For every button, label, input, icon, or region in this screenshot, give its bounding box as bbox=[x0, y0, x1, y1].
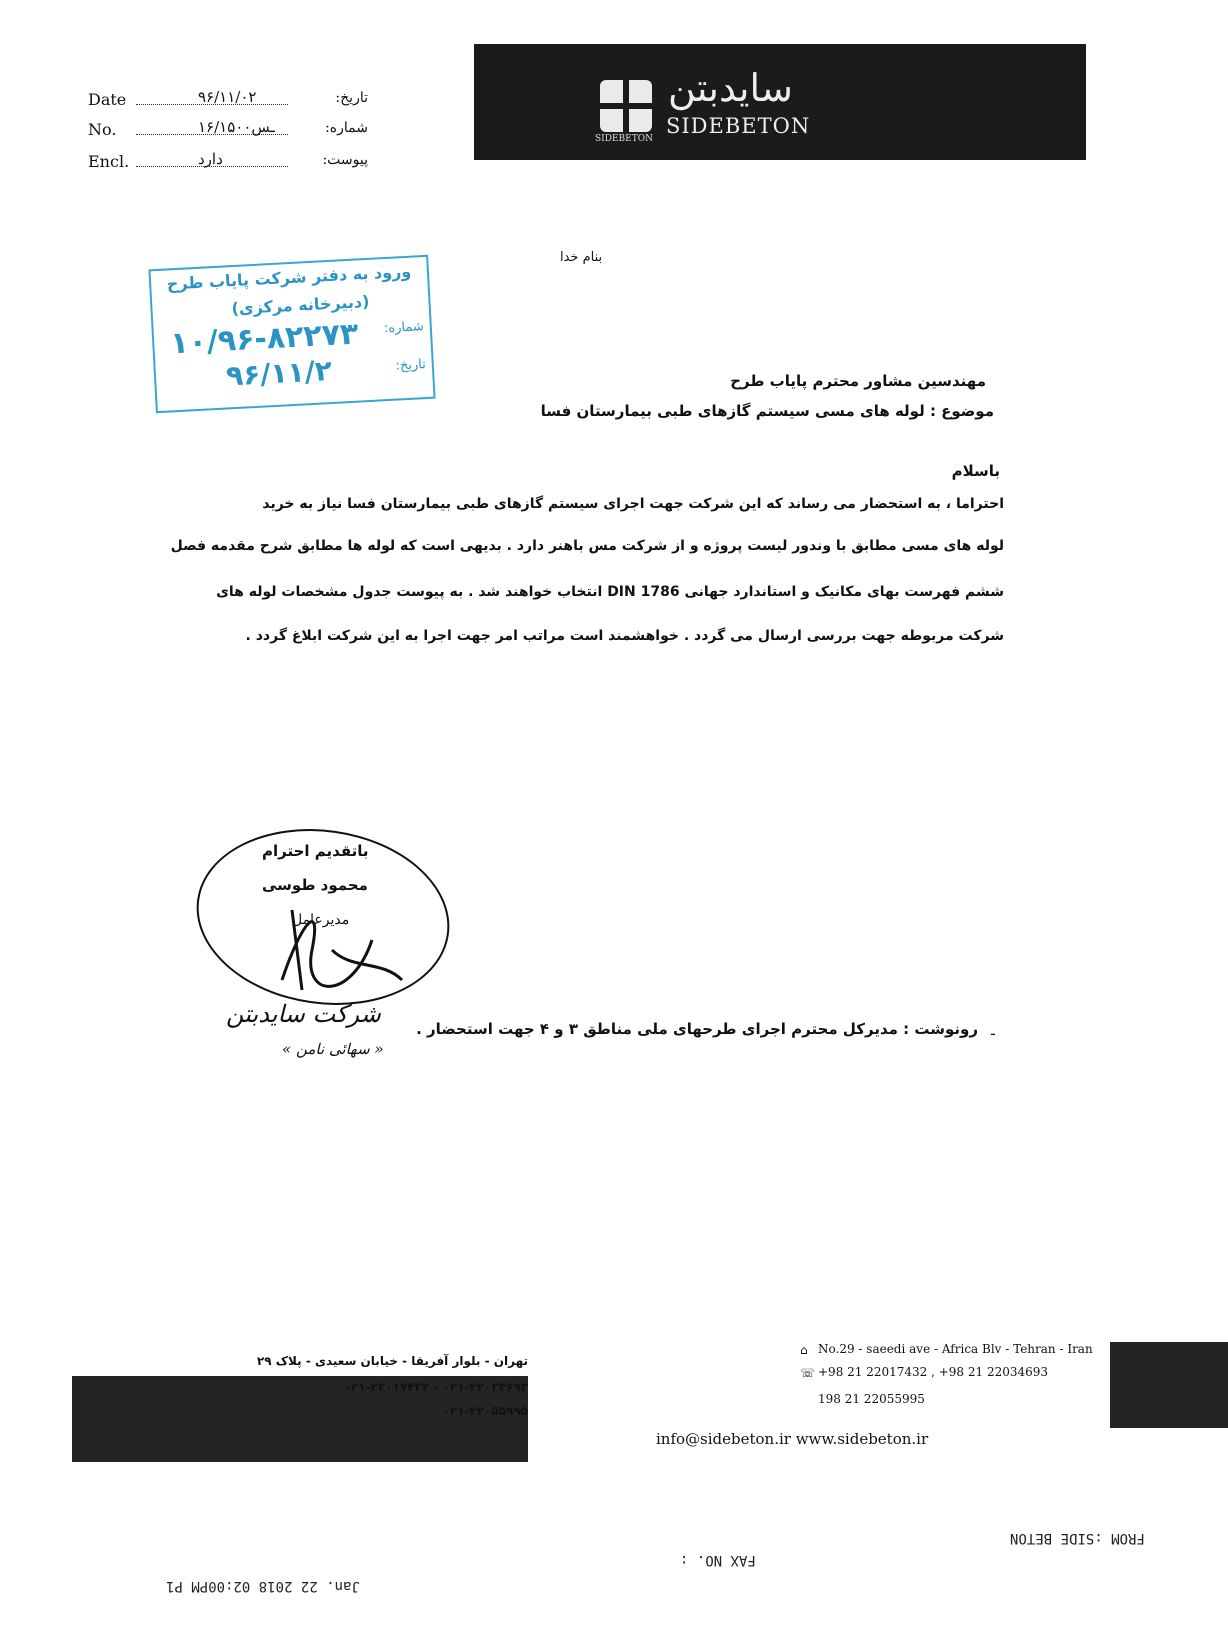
meta-number-row bbox=[88, 120, 368, 146]
footer-phones-fa: ۰۲۱-۲۲۰۳۴۶۹۳ - ۰۲۱-۲۲۰۱۷۴۳۲ bbox=[343, 1380, 528, 1394]
meta-encl-row bbox=[88, 152, 368, 178]
stamp-title: ورود به دفتر شرکت پایاب طرح bbox=[166, 261, 412, 294]
encl-value: دارد bbox=[198, 150, 223, 168]
encl-label-fa: پیوست: bbox=[322, 152, 368, 168]
handwritten-signature bbox=[232, 880, 432, 1020]
stamp-number-label: شماره: bbox=[383, 319, 425, 337]
home-icon: ⌂ bbox=[800, 1343, 808, 1357]
footer-fax-fa: ۰۲۱-۲۲۰۵۵۹۹۵ bbox=[442, 1404, 528, 1418]
stamp-subtitle: (دبیرخانه مرکزی) bbox=[231, 291, 370, 319]
footer-fax-en: 198 21 22055995 bbox=[818, 1392, 925, 1406]
fax-datetime: Jan. 22 2018 02:00PM P1 bbox=[166, 1578, 360, 1594]
body-paragraph-line: لوله های مسی مطابق با وندور لیست پروژه و از شرکت مس باهنر دارد . بدیهی است که لوله ها مطابق شرح مقدمه فصل bbox=[170, 538, 1004, 554]
fax-from: FROM :SIDE BETON bbox=[1010, 1530, 1145, 1546]
footer-phones-en: +98 21 22017432 , +98 21 22034693 bbox=[818, 1365, 1049, 1379]
date-label-en: Date bbox=[88, 90, 127, 109]
footer-right-bar bbox=[1110, 1342, 1228, 1428]
phone-icon: ☏ bbox=[800, 1366, 816, 1380]
stamp-number-value: ۱۰/۹۶-۸۲۲۷۳ bbox=[169, 316, 360, 362]
meta-date-row bbox=[88, 90, 368, 116]
no-label-en: No. bbox=[88, 120, 117, 139]
subject-line: موضوع : لوله های مسی سیستم گازهای طبی بیمارستان فسا bbox=[540, 402, 994, 420]
footer-address-en: No.29 - saeedi ave - Africa Blv - Tehran - Iran bbox=[818, 1342, 1093, 1356]
date-label-fa: تاریخ: bbox=[335, 90, 368, 106]
encl-label-en: Encl. bbox=[88, 152, 130, 171]
no-label-fa: شماره: bbox=[325, 120, 368, 136]
body-paragraph-line: ششم فهرست بهای مکانیک و استاندارد جهانی DIN 1786 انتخاب خواهند شد . به پیوست جدول مشخصات لوله های bbox=[216, 584, 1004, 600]
received-stamp bbox=[148, 255, 435, 413]
sidebeton-logo bbox=[600, 80, 652, 132]
signatory-name: محمود طوسی bbox=[262, 876, 368, 894]
bismillah: بنام خدا bbox=[560, 250, 603, 265]
cc-dash: - bbox=[990, 1024, 996, 1043]
footer-address-fa: تهران - بلوار آفریقا - خیابان سعیدی - پلاک ۲۹ bbox=[256, 1354, 528, 1368]
date-value: ۹۶/۱۱/۰۲ bbox=[198, 88, 257, 106]
recipient: مهندسین مشاور محترم پایاب طرح bbox=[730, 372, 986, 390]
cc-line: رونوشت : مدیرکل محترم اجرای طرحهای ملی مناطق ۳ و ۴ جهت استحضار . bbox=[416, 1020, 978, 1038]
handwritten-note: « سهائی نامن » bbox=[282, 1040, 384, 1058]
body-paragraph-line: احتراما ، به استحضار می رساند که این شرکت جهت اجرای سیستم گازهای طبی بیمارستان فسا نیاز به خرید bbox=[262, 496, 1004, 512]
brand-name-fa: سایدبتن bbox=[668, 66, 793, 110]
stamp-date-value: ۹۶/۱۱/۲ bbox=[225, 353, 333, 393]
signatory-title: مدیرعامل bbox=[292, 912, 350, 928]
fax-number: FAX NO. : bbox=[680, 1552, 756, 1568]
company-signature-text: شرکت سایدبتن bbox=[226, 1000, 381, 1028]
logo-caption: SIDEBETON bbox=[595, 134, 653, 144]
body-paragraph-line: شرکت مربوطه جهت بررسی ارسال می گردد . خواهشمند است مراتب امر جهت اجرا به این شرکت ابلاغ گردد . bbox=[245, 628, 1004, 644]
brand-name-en: SIDEBETON bbox=[666, 114, 811, 138]
closing-phrase: باتقدیم احترام bbox=[262, 842, 369, 860]
footer-web-email: info@sidebeton.ir www.sidebeton.ir bbox=[656, 1430, 929, 1448]
no-value: ۱۶/۱۵۰۰ـس bbox=[198, 118, 275, 136]
greeting: باسلام bbox=[951, 462, 1000, 480]
stamp-date-label: تاریخ: bbox=[395, 357, 427, 374]
